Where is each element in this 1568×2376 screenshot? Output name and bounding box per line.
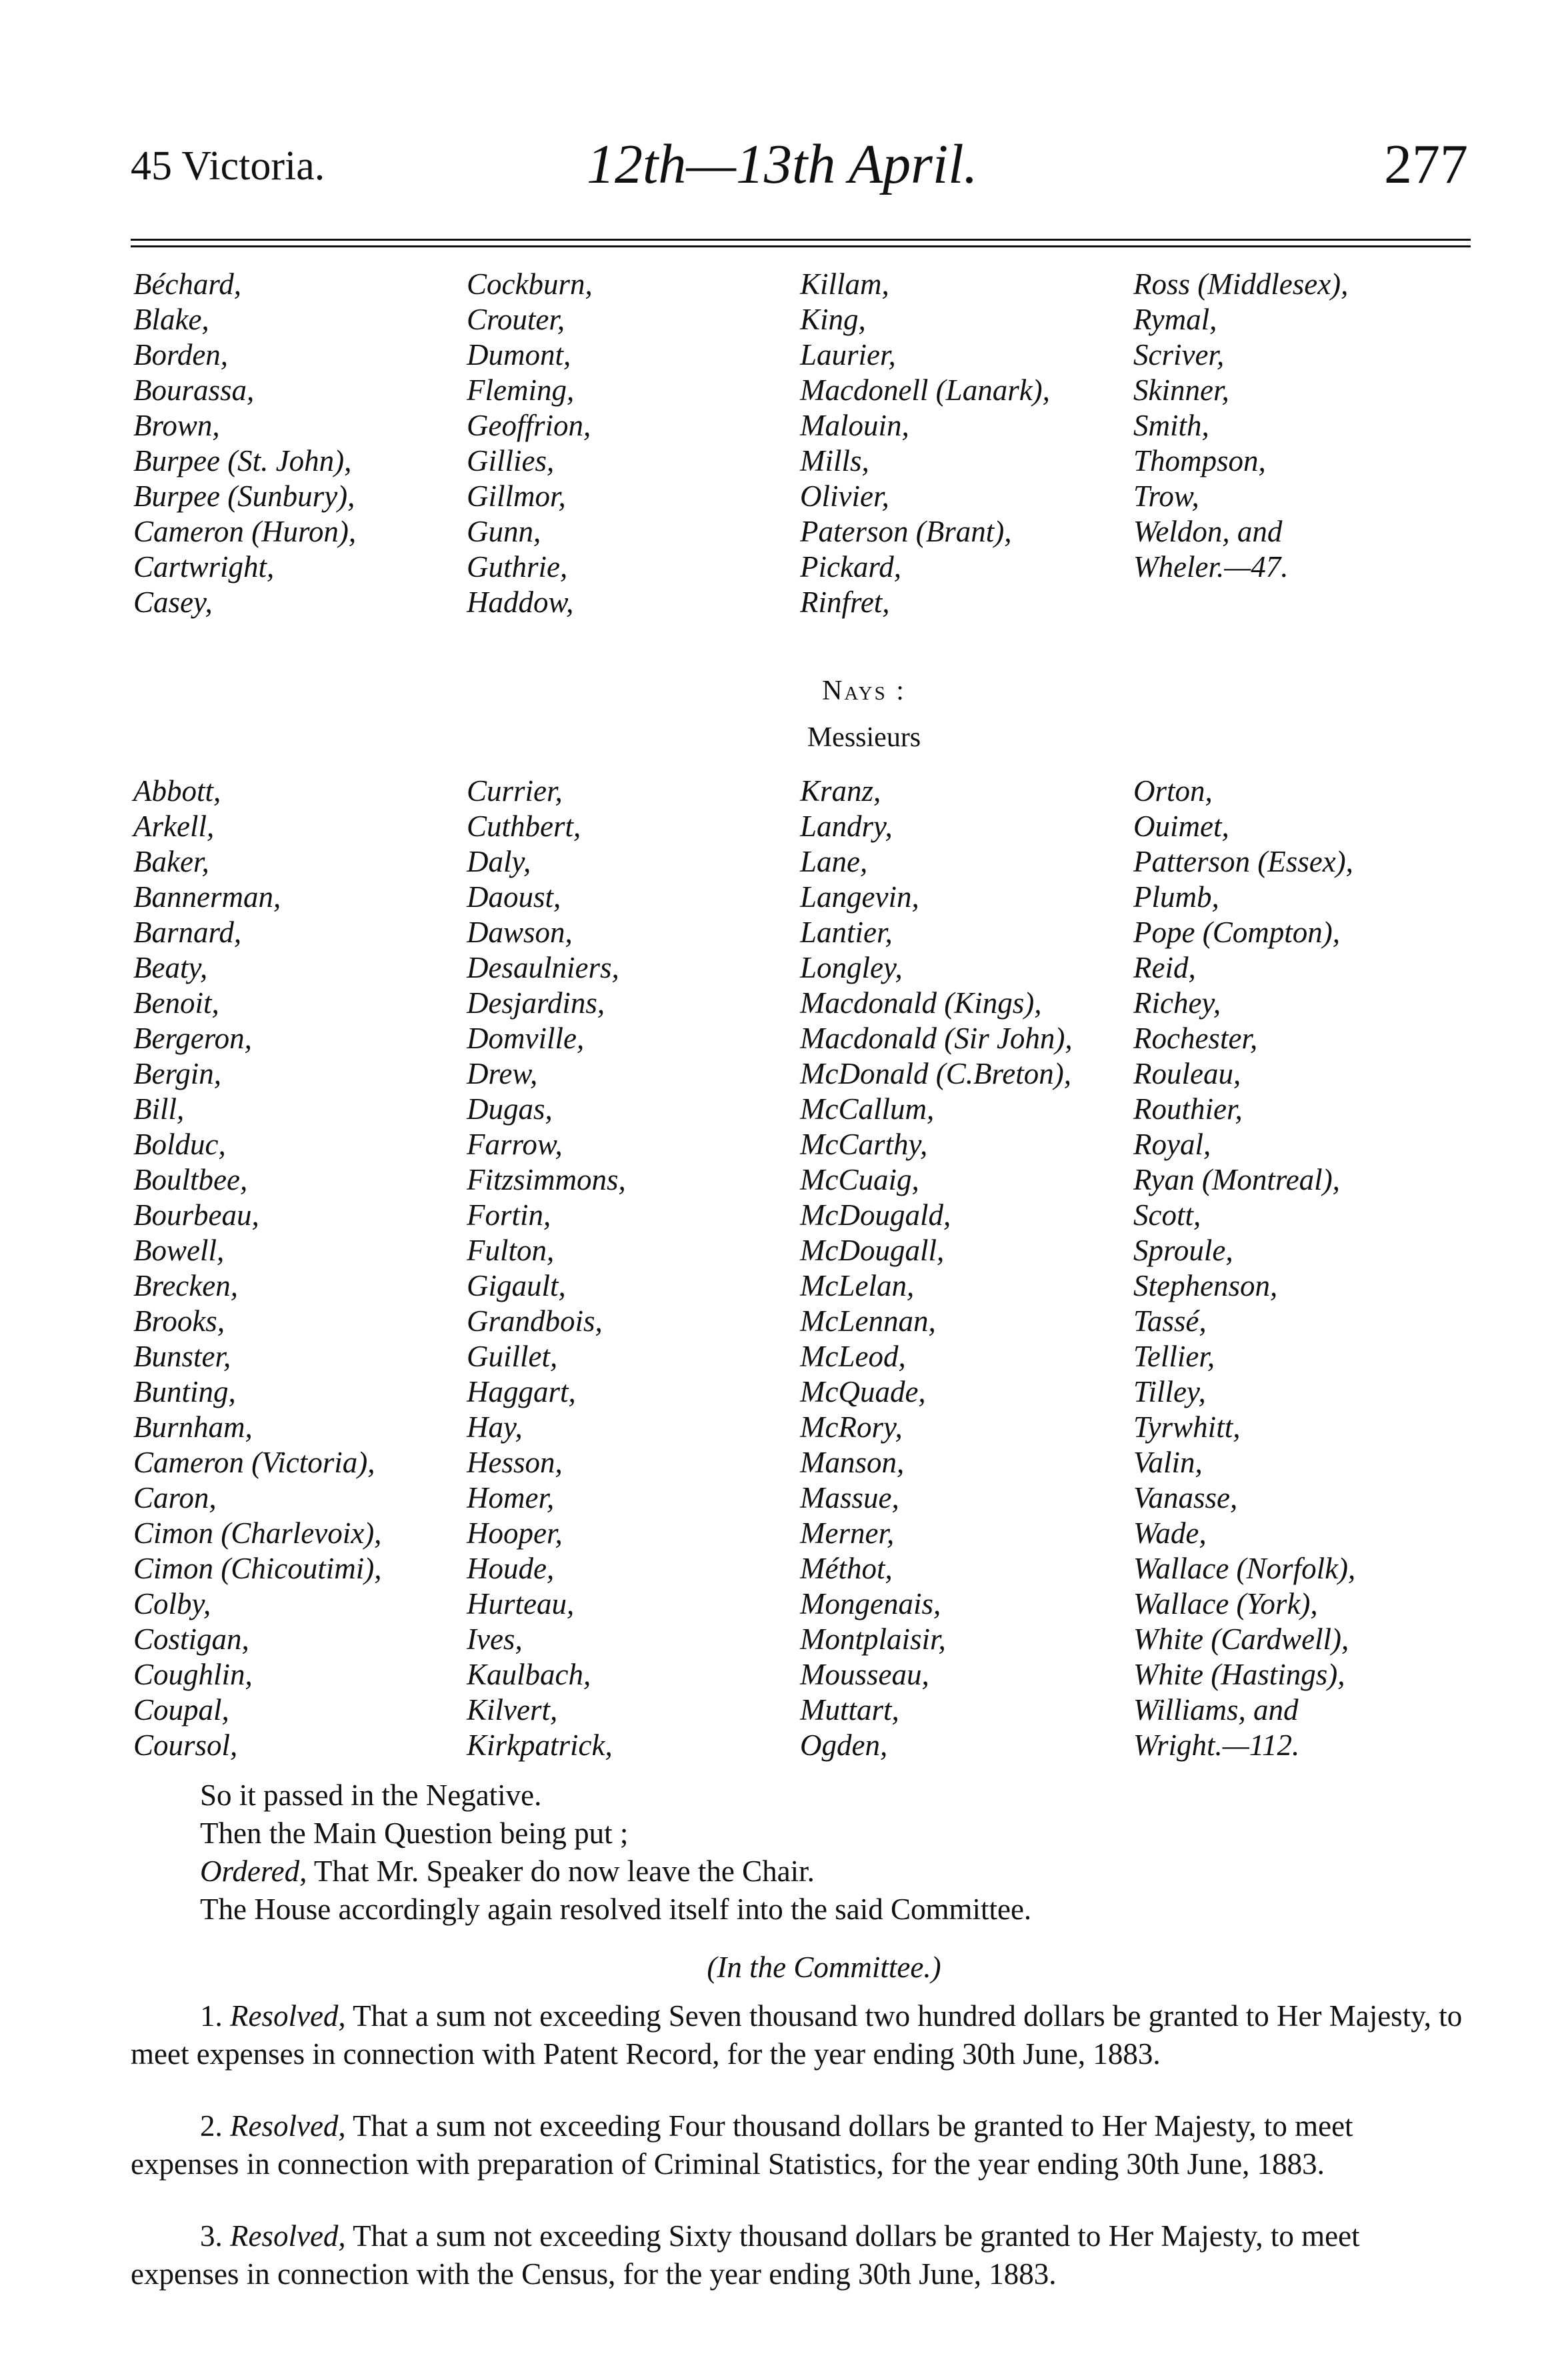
nays-column-2 (467, 774, 626, 1763)
ordered-line (200, 1853, 1533, 1891)
member-name: Weldon, and (1133, 515, 1283, 548)
member-name: Burpee (St. John), (133, 444, 352, 477)
member-name: Fortin, (467, 1198, 551, 1232)
member-name: Dugas, (467, 1092, 553, 1126)
member-name: Hesson, (467, 1446, 563, 1479)
member-name: Bill, (133, 1092, 185, 1126)
member-name: Domville, (467, 1022, 585, 1055)
member-name: Dawson, (467, 916, 573, 949)
member-name: Stephenson, (1133, 1269, 1278, 1302)
member-name: Coursol, (133, 1728, 238, 1762)
resolution-1 (131, 1997, 1464, 2073)
resolution-number: 2. (200, 2109, 230, 2143)
member-name: Malouin, (800, 409, 909, 442)
member-name: Hay, (467, 1410, 523, 1444)
member-name: Kilvert, (467, 1693, 558, 1726)
member-name: Drew, (467, 1057, 538, 1090)
member-name: McDougall, (800, 1234, 945, 1267)
member-name: Montplaisir, (800, 1622, 946, 1656)
resolved-word: Resolved, (230, 2219, 346, 2253)
resolution-number: 3. (200, 2219, 230, 2253)
member-name: White (Cardwell), (1133, 1622, 1349, 1656)
member-name: Ross (Middlesex), (1133, 267, 1349, 301)
ordered-word: Ordered, (200, 1855, 307, 1888)
house-line: The House accordingly again resolved itself into the said Committee. (200, 1893, 1032, 1926)
member-name: Bannerman, (133, 880, 281, 914)
member-name: Daly, (467, 845, 531, 878)
member-name: Wade, (1133, 1516, 1207, 1550)
member-name: Burnham, (133, 1410, 253, 1444)
member-name: Orton, (1133, 774, 1213, 808)
page-number: 277 (1384, 133, 1468, 195)
member-name: Gillies, (467, 444, 555, 477)
member-name: Muttart, (800, 1693, 899, 1726)
nays-column-3 (800, 774, 1073, 1763)
member-name: Lane, (800, 845, 868, 878)
member-name: Bolduc, (133, 1128, 226, 1161)
nays-label: Nays : (822, 676, 906, 706)
member-name: McCallum, (800, 1092, 935, 1126)
member-name: Skinner, (1133, 373, 1229, 407)
member-name: Brown, (133, 409, 220, 442)
member-name: Baker, (133, 845, 209, 878)
member-name: Sproule, (1133, 1234, 1233, 1267)
member-name: Scriver, (1133, 338, 1225, 371)
member-name: McLennan, (800, 1304, 936, 1338)
member-name: Brooks, (133, 1304, 225, 1338)
member-name: Wheler.—47. (1133, 550, 1289, 583)
member-name: Arkell, (133, 810, 215, 843)
member-name: Homer, (467, 1481, 555, 1514)
nays-column-4 (1133, 774, 1355, 1763)
member-name: Gigault, (467, 1269, 566, 1302)
member-name: Bunster, (133, 1340, 231, 1373)
member-name: Paterson (Brant), (800, 515, 1012, 548)
member-name: Ouimet, (1133, 810, 1229, 843)
member-name: Cuthbert, (467, 810, 581, 843)
member-name: Tilley, (1133, 1375, 1206, 1408)
member-name: Brecken, (133, 1269, 238, 1302)
member-name: Costigan, (133, 1622, 249, 1656)
member-name: Bunting, (133, 1375, 236, 1408)
member-name: Cockburn, (467, 267, 593, 301)
resolution-text: That a sum not exceeding Sixty thousand dollars be granted to Her Majesty, to meet expenses in connection with the Census, for the year ending 30th June, 1883. (131, 2219, 1360, 2291)
member-name: Trow, (1133, 479, 1199, 513)
member-name: Kirkpatrick, (467, 1728, 613, 1762)
member-name: Mousseau, (800, 1658, 929, 1691)
member-name: Longley, (800, 951, 903, 984)
member-name: Reid, (1133, 951, 1196, 984)
member-name: Royal, (1133, 1128, 1211, 1161)
member-name: Cartwright, (133, 550, 275, 583)
member-name: Fulton, (467, 1234, 555, 1267)
member-name: Boultbee, (133, 1163, 248, 1196)
resolution-text: That a sum not exceeding Seven thousand two hundred dollars be granted to Her Majesty, to meet expenses in connection with Patent Record, for the year ending 30th June, 1883. (131, 1999, 1463, 2071)
member-name: Manson, (800, 1446, 905, 1479)
header-rule-bottom (131, 245, 1471, 247)
member-name: Guthrie, (467, 550, 568, 583)
member-name: Houde, (467, 1552, 555, 1585)
member-name: McRory, (800, 1410, 903, 1444)
member-name: Abbott, (133, 774, 221, 808)
member-name: Béchard, (133, 267, 242, 301)
member-name: Ogden, (800, 1728, 888, 1762)
member-name: Kaulbach, (467, 1658, 591, 1691)
date-heading-days: 12th—13th (587, 133, 849, 195)
member-name: Dumont, (467, 338, 571, 371)
resolution-2 (131, 2107, 1464, 2183)
member-name: Pickard, (800, 550, 902, 583)
committee-heading: (In the Committee.) (707, 1951, 941, 1984)
member-name: Burpee (Sunbury), (133, 479, 355, 513)
member-name: Beaty, (133, 951, 208, 984)
member-name: Gunn, (467, 515, 541, 548)
regnal-year: 45 Victoria. (131, 143, 325, 189)
resolution-text: That a sum not exceeding Four thousand dollars be granted to Her Majesty, to meet expenses in connection with preparation of Criminal Statistics, for the year ending 30th June, 1883. (131, 2109, 1353, 2181)
member-name: Borden, (133, 338, 229, 371)
member-name: Desjardins, (467, 986, 605, 1020)
member-name: King, (800, 303, 866, 336)
member-name: Tyrwhitt, (1133, 1410, 1241, 1444)
member-name: Macdonald (Kings), (800, 986, 1042, 1020)
resolved-word: Resolved, (230, 2109, 346, 2143)
member-name: Plumb, (1133, 880, 1219, 914)
member-name: Olivier, (800, 479, 889, 513)
main-question-line: Then the Main Question being put ; (200, 1817, 629, 1850)
resolved-word: Resolved, (230, 1999, 346, 2033)
member-name: Merner, (800, 1516, 895, 1550)
member-name: Guillet, (467, 1340, 558, 1373)
member-name: Farrow, (467, 1128, 563, 1161)
member-name: Coughlin, (133, 1658, 253, 1691)
member-name: Rinfret, (800, 585, 890, 619)
date-heading-month: April. (848, 133, 978, 195)
member-name: McLeod, (800, 1340, 906, 1373)
member-name: Fitzsimmons, (467, 1163, 626, 1196)
member-name: Smith, (1133, 409, 1209, 442)
member-name: Daoust, (467, 880, 561, 914)
member-name: Casey, (133, 585, 213, 619)
member-name: Hurteau, (467, 1587, 575, 1620)
member-name: Blake, (133, 303, 209, 336)
member-name: Benoit, (133, 986, 219, 1020)
yeas-column-4 (1133, 267, 1348, 585)
member-name: Haggart, (467, 1375, 576, 1408)
member-name: Massue, (800, 1481, 899, 1514)
yeas-column-2 (467, 267, 593, 620)
member-name: Landry, (800, 810, 893, 843)
member-name: Valin, (1133, 1446, 1203, 1479)
member-name: Haddow, (467, 585, 574, 619)
member-name: Fleming, (467, 373, 575, 407)
yeas-column-3 (800, 267, 1050, 620)
member-name: McDougald, (800, 1198, 951, 1232)
member-name: McDonald (C.Breton), (800, 1057, 1071, 1090)
member-name: Desaulniers, (467, 951, 619, 984)
member-name: Mills, (800, 444, 869, 477)
negative-line: So it passed in the Negative. (200, 1778, 542, 1812)
member-name: Ives, (467, 1622, 523, 1656)
member-name: Cimon (Charlevoix), (133, 1516, 382, 1550)
member-name: Tellier, (1133, 1340, 1215, 1373)
member-name: Langevin, (800, 880, 919, 914)
member-name: Rochester, (1133, 1022, 1258, 1055)
member-name: Wright.—112. (1133, 1728, 1300, 1762)
member-name: Coupal, (133, 1693, 229, 1726)
member-name: Bourassa, (133, 373, 255, 407)
member-name: Kranz, (800, 774, 881, 808)
member-name: Macdonald (Sir John), (800, 1022, 1073, 1055)
member-name: Bergin, (133, 1057, 222, 1090)
member-name: Colby, (133, 1587, 211, 1620)
resolution-3 (131, 2217, 1464, 2293)
member-name: Méthot, (800, 1552, 893, 1585)
member-name: Wallace (York), (1133, 1587, 1318, 1620)
member-name: Scott, (1133, 1198, 1201, 1232)
member-name: Grandbois, (467, 1304, 603, 1338)
member-name: Tassé, (1133, 1304, 1207, 1338)
resolution-number: 1. (200, 1999, 230, 2033)
member-name: Rouleau, (1133, 1057, 1241, 1090)
member-name: McCarthy, (800, 1128, 928, 1161)
member-name: White (Hastings), (1133, 1658, 1345, 1691)
member-name: Cimon (Chicoutimi), (133, 1552, 382, 1585)
member-name: Geoffrion, (467, 409, 591, 442)
member-name: Bourbeau, (133, 1198, 259, 1232)
header-rule-top (131, 239, 1471, 241)
yeas-column-1 (133, 267, 356, 620)
member-name: Rymal, (1133, 303, 1217, 336)
member-name: Barnard, (133, 916, 242, 949)
member-name: Caron, (133, 1481, 217, 1514)
member-name: Cameron (Victoria), (133, 1446, 375, 1479)
member-name: Lantier, (800, 916, 893, 949)
member-name: McQuade, (800, 1375, 926, 1408)
nays-column-1 (133, 774, 381, 1763)
member-name: Routhier, (1133, 1092, 1243, 1126)
messieurs-label: Messieurs (807, 722, 921, 753)
member-name: Cameron (Huron), (133, 515, 357, 548)
member-name: Hooper, (467, 1516, 563, 1550)
member-name: Laurier, (800, 338, 896, 371)
member-name: McCuaig, (800, 1163, 919, 1196)
member-name: Killam, (800, 267, 889, 301)
ordered-rest: That Mr. Speaker do now leave the Chair. (307, 1855, 815, 1888)
member-name: Gillmor, (467, 479, 566, 513)
member-name: Richey, (1133, 986, 1221, 1020)
member-name: Macdonell (Lanark), (800, 373, 1050, 407)
member-name: Crouter, (467, 303, 565, 336)
member-name: Vanasse, (1133, 1481, 1238, 1514)
date-heading (587, 133, 1093, 195)
member-name: Ryan (Montreal), (1133, 1163, 1340, 1196)
member-name: Bowell, (133, 1234, 225, 1267)
member-name: Williams, and (1133, 1693, 1299, 1726)
member-name: Thompson, (1133, 444, 1266, 477)
member-name: Wallace (Norfolk), (1133, 1552, 1356, 1585)
member-name: Mongenais, (800, 1587, 941, 1620)
member-name: Patterson (Essex), (1133, 845, 1353, 878)
member-name: McLelan, (800, 1269, 915, 1302)
member-name: Bergeron, (133, 1022, 252, 1055)
member-name: Pope (Compton), (1133, 916, 1340, 949)
member-name: Currier, (467, 774, 563, 808)
